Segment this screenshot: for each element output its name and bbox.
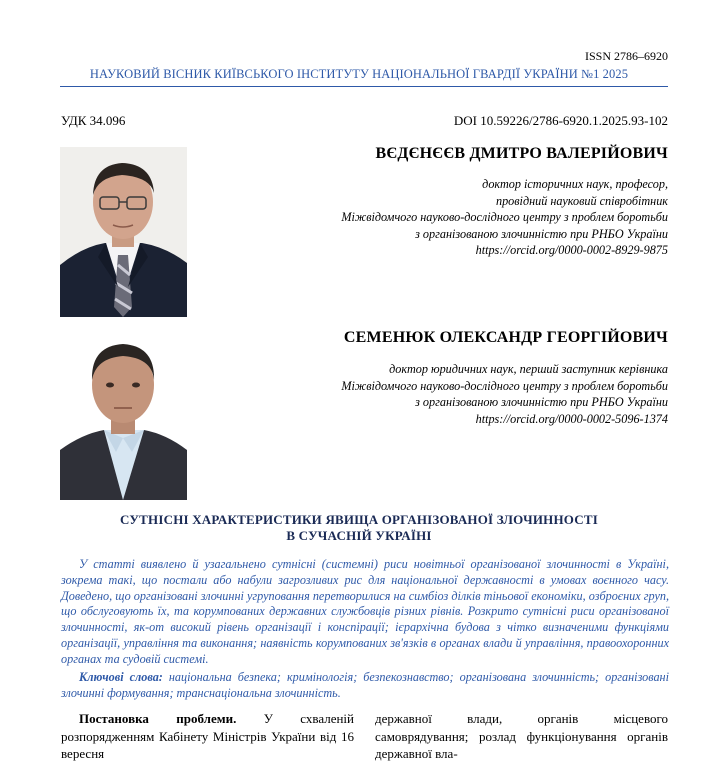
author-2-affiliation	[341, 361, 668, 427]
section-heading: Постановка проблеми.	[79, 711, 237, 726]
author-2-orcid-link[interactable]: https://orcid.org/0000-0002-5096-1374	[475, 411, 668, 426]
abstract: У статті виявлено й узагальнено сутнісні (системні) риси новітньої організованої злочинності в Україні, зокрема такі, що постали або набули загрозливих рис для національної державності в умовах воєнного часу. Доведено, що організовані злочинні угруповання перетворилися на симбіоз ділків тіньової економіки, озброєних груп, що обслуговують їх, та корумпованих державних службовців різних рівнів. Розкрито сутнісні риси організованої злочинності, як-от високий рівень організації і конспірації; ієрархічна будова з чітко визначеними функціями організації, управління та виконання; наявність корумпованих зв'язків в органах влади й управління, правоохоронних органах та судовій системі.	[61, 557, 669, 666]
author-2-line: Міжвідомчого науково-дослідного центру з проблем боротьби	[341, 378, 668, 393]
issn-label: ISSN 2786–6920	[584, 49, 668, 63]
keywords	[61, 670, 669, 702]
author-1-name: ВЄДЄНЄЄВ ДМИТРО ВАЛЕРІЙОВИЧ	[375, 145, 668, 162]
author-2-photo	[60, 330, 187, 500]
author-2-line: доктор юридичних наук, перший заступник керівника	[389, 362, 668, 376]
header-divider	[60, 86, 668, 87]
keywords-list: національна безпека; кримінологія; безпекознавство; організована злочинність; організовані злочинні формування; транснаціональна злочинність.	[61, 670, 669, 700]
author-1-line: з організованою злочинністю при РНБО України	[415, 226, 668, 241]
udk-label: УДК 34.096	[61, 113, 126, 128]
article-title	[0, 512, 718, 544]
author-1-affiliation	[341, 176, 668, 259]
article-title-line-1: СУТНІСНІ ХАРАКТЕРИСТИКИ ЯВИЩА ОРГАНІЗОВАНОЇ ЗЛОЧИННОСТІ	[120, 512, 598, 527]
body-column-right	[375, 710, 668, 763]
doi-link[interactable]: DOI 10.59226/2786-6920.1.2025.93-102	[453, 113, 668, 128]
journal-title: НАУКОВИЙ ВІСНИК КИЇВСЬКОГО ІНСТИТУТУ НАЦІОНАЛЬНОЇ ГВАРДІЇ УКРАЇНИ №1 2025	[89, 67, 629, 81]
author-1-line: доктор історичних наук, професор,	[482, 177, 668, 191]
author-1-line: Міжвідомчого науково-дослідного центру з проблем боротьби	[341, 210, 668, 224]
keywords-label: Ключові слова:	[79, 670, 163, 684]
author-2-line: з організованою злочинністю при РНБО України	[415, 395, 668, 409]
author-1-orcid-link[interactable]: https://orcid.org/0000-0002-8929-9875	[475, 243, 668, 257]
body-column-left	[61, 710, 354, 763]
article-title-line-2: В СУЧАСНІЙ УКРАЇНІ	[286, 528, 432, 543]
author-2-name: СЕМЕНЮК ОЛЕКСАНДР ГЕОРГІЙОВИЧ	[343, 329, 668, 346]
body-text-left: У схваленій розпорядженням Кабінету Міністрів України від 16 вересня	[61, 711, 354, 761]
author-1-photo	[60, 147, 187, 317]
author-1-line: провідний науковий співробітник	[495, 193, 668, 208]
body-text-right: державної влади, органів місцевого самоврядування; розлад функціонування органів державної вла-	[375, 711, 668, 761]
